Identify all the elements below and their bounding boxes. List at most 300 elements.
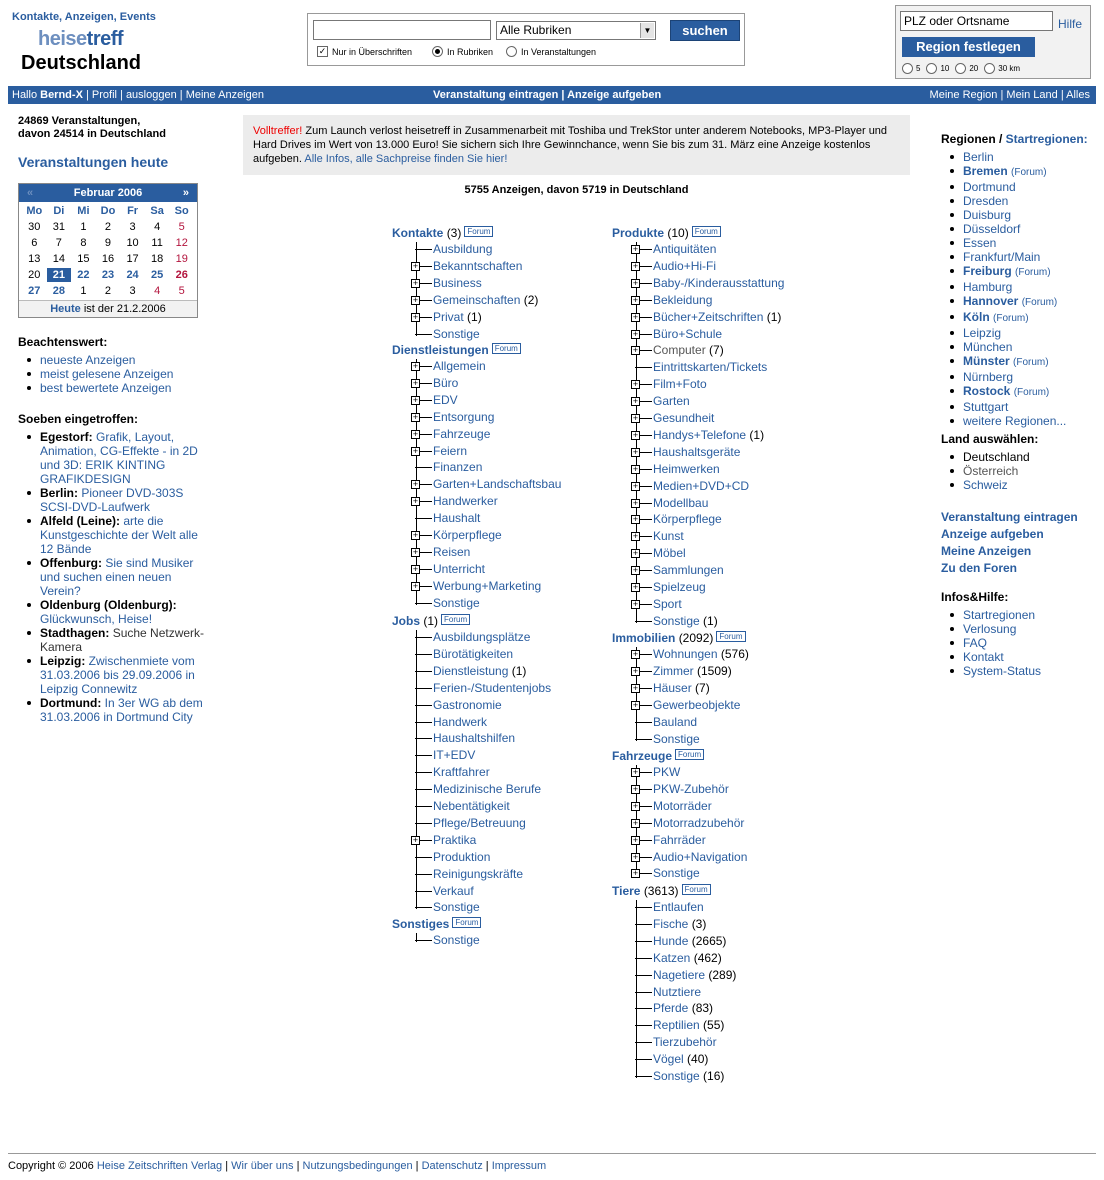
tree-branch bbox=[635, 975, 652, 976]
terms-link[interactable]: Nutzungsbedingungen bbox=[302, 1160, 413, 1172]
subcategory-link[interactable]: Motorradzubehör bbox=[653, 815, 745, 830]
expand-plus-icon[interactable]: + bbox=[412, 563, 419, 574]
expand-plus-icon[interactable]: + bbox=[632, 497, 639, 508]
region-link[interactable]: Essen bbox=[963, 236, 997, 250]
calendar-day[interactable]: 21 bbox=[47, 268, 72, 282]
subcategory-label bbox=[433, 562, 485, 576]
subcategory-link[interactable]: Reisen bbox=[433, 544, 471, 559]
new-item bbox=[18, 696, 208, 724]
radio-icon[interactable] bbox=[955, 63, 966, 74]
subcategory-link[interactable]: Sonstige bbox=[433, 933, 480, 947]
subcategory-link[interactable]: Medizinische Berufe bbox=[433, 782, 542, 797]
subcategory-link[interactable]: Bücher+Zeitschriften bbox=[653, 309, 764, 324]
expand-plus-icon[interactable]: + bbox=[632, 531, 639, 542]
subcategory-count: (1) bbox=[749, 427, 765, 442]
expand-plus-icon[interactable]: + bbox=[632, 817, 639, 828]
new-item-link[interactable]: In 3er WG ab dem 31.03.2006 in Dortmund City bbox=[40, 696, 203, 724]
category-count: (3) bbox=[446, 226, 462, 240]
calendar-day[interactable]: 22 bbox=[77, 269, 90, 281]
promo-link[interactable]: Alle Infos, alle Sachpreise finden Sie hier! bbox=[304, 153, 508, 165]
subcategory-link[interactable]: Audio+Navigation bbox=[653, 849, 748, 864]
new-item-link[interactable]: Pioneer DVD-303S SCSI-DVD-Laufwerk bbox=[40, 486, 184, 514]
subcategory-link[interactable]: Kunst bbox=[653, 529, 684, 544]
calendar-day: 16 bbox=[101, 253, 115, 265]
notable-list bbox=[18, 353, 208, 395]
subcategory-link[interactable]: Tierzubehör bbox=[653, 1035, 717, 1050]
subcategory-link[interactable]: Wohnungen bbox=[653, 647, 718, 661]
subcategory-link[interactable]: Gemeinschaften bbox=[433, 292, 521, 307]
action-link[interactable]: Anzeige aufgeben bbox=[941, 527, 1044, 541]
subcategory-link[interactable]: Fische bbox=[653, 916, 689, 931]
expand-plus-icon[interactable]: + bbox=[632, 277, 639, 288]
start-regions-link[interactable]: Startregionen: bbox=[1005, 132, 1088, 146]
subcategory-link[interactable]: Allgemein bbox=[433, 359, 486, 373]
expand-plus-icon[interactable]: + bbox=[412, 834, 419, 845]
radius-option[interactable] bbox=[926, 63, 949, 74]
region-link[interactable]: Hamburg bbox=[963, 280, 1013, 294]
expand-plus-icon[interactable]: + bbox=[412, 260, 419, 271]
subcategory-link[interactable]: Sonstige bbox=[653, 731, 700, 746]
radio-icon[interactable] bbox=[506, 46, 517, 57]
expand-plus-icon[interactable]: + bbox=[632, 834, 639, 845]
subcategory-link[interactable]: Sonstige bbox=[433, 595, 480, 610]
privacy-link[interactable]: Datenschutz bbox=[421, 1160, 483, 1172]
radius-option[interactable] bbox=[902, 63, 920, 74]
forum-badge[interactable]: Forum bbox=[682, 884, 711, 895]
forum-badge[interactable]: Forum bbox=[716, 631, 745, 642]
subcategory-link[interactable]: Garten+Landschaftsbau bbox=[433, 477, 562, 492]
category-count: (2092) bbox=[678, 631, 714, 645]
today-link[interactable]: Heute bbox=[50, 303, 81, 315]
subcategory-link[interactable]: Sonstige bbox=[433, 900, 480, 915]
expand-plus-icon[interactable]: + bbox=[632, 851, 639, 862]
help-link-item[interactable]: Kontakt bbox=[963, 650, 1004, 664]
tree-branch bbox=[415, 874, 432, 875]
subcategory-link[interactable]: Fahrräder bbox=[653, 832, 706, 847]
expand-plus-icon[interactable]: + bbox=[412, 277, 419, 288]
subcategory-link[interactable]: Sonstige bbox=[433, 326, 480, 341]
subcategory-link[interactable]: Garten bbox=[653, 394, 690, 409]
subcategory-link[interactable]: Medien+DVD+CD bbox=[653, 478, 750, 493]
events-today-link[interactable]: Veranstaltungen heute bbox=[18, 154, 169, 170]
subcategory-link[interactable]: Film+Foto bbox=[653, 377, 707, 392]
radio-icon[interactable] bbox=[902, 63, 913, 74]
help-link[interactable]: Hilfe bbox=[1058, 17, 1083, 31]
calendar-day[interactable]: 25 bbox=[151, 269, 164, 281]
new-item-link[interactable]: Zwischenmiete vom 31.03.2006 bis 29.09.2006 in Leipzig Connewitz bbox=[40, 654, 195, 696]
expand-plus-icon[interactable]: + bbox=[412, 411, 419, 422]
category-link[interactable]: Produkte bbox=[612, 226, 665, 240]
calendar-day[interactable]: 24 bbox=[126, 269, 139, 281]
subcategory-link[interactable]: Ausbildungsplätze bbox=[433, 630, 531, 644]
category-link[interactable]: Sonstiges bbox=[392, 917, 450, 931]
subcategory-link[interactable]: Eintrittskarten/Tickets bbox=[653, 360, 768, 375]
subcategory-link[interactable]: Computer bbox=[653, 343, 706, 358]
region-link[interactable]: Berlin bbox=[963, 150, 994, 164]
category-link[interactable]: Tiere bbox=[612, 884, 641, 898]
radio-icon[interactable] bbox=[926, 63, 937, 74]
add-event-link[interactable]: Veranstaltung eintragen bbox=[433, 89, 559, 101]
subcategory-link[interactable]: Reptilien bbox=[653, 1018, 700, 1033]
help-link-item[interactable]: System-Status bbox=[963, 664, 1042, 678]
new-item bbox=[18, 654, 208, 696]
subcategory-label bbox=[433, 900, 480, 914]
subcategory-label bbox=[653, 445, 740, 459]
forum-badge[interactable]: Forum bbox=[441, 614, 470, 625]
set-region-button[interactable]: Region festlegen bbox=[902, 37, 1035, 57]
option-headings-only[interactable] bbox=[317, 46, 412, 57]
help-link-item[interactable]: FAQ bbox=[963, 636, 988, 650]
subcategory-link[interactable]: Kraftfahrer bbox=[433, 765, 490, 780]
expand-plus-icon[interactable]: + bbox=[412, 294, 419, 305]
notable-link[interactable]: neueste Anzeigen bbox=[40, 353, 136, 367]
expand-plus-icon[interactable]: + bbox=[412, 479, 419, 490]
region-link[interactable]: Stuttgart bbox=[963, 400, 1009, 414]
subcategory-link[interactable]: Verkauf bbox=[433, 883, 474, 898]
expand-plus-icon[interactable]: + bbox=[632, 682, 639, 693]
notable-item bbox=[18, 353, 208, 367]
subcategory-link[interactable]: Bauland bbox=[653, 714, 698, 729]
subcategory-link[interactable]: Pflege/Betreuung bbox=[433, 815, 526, 830]
tree-branch bbox=[415, 249, 432, 250]
subcategory-link[interactable]: Katzen bbox=[653, 950, 691, 965]
notable-link[interactable]: best bewertete Anzeigen bbox=[40, 381, 172, 395]
region-link[interactable]: Frankfurt/Main bbox=[963, 250, 1041, 264]
radius-option[interactable] bbox=[984, 63, 1020, 74]
subcategory-link[interactable]: Sonstige bbox=[653, 1069, 700, 1083]
expand-plus-icon[interactable]: + bbox=[632, 665, 639, 676]
my-region-link[interactable]: Meine Region bbox=[929, 89, 998, 101]
expand-plus-icon[interactable]: + bbox=[632, 649, 639, 659]
new-item-city: Stadthagen: bbox=[40, 626, 110, 640]
region-link[interactable]: Münster bbox=[963, 354, 1010, 368]
expand-plus-icon[interactable]: + bbox=[412, 377, 419, 388]
tree-line bbox=[636, 647, 637, 741]
region-link[interactable]: Leipzig bbox=[963, 326, 1002, 340]
category-select[interactable] bbox=[496, 21, 656, 40]
help-link-item[interactable]: Startregionen bbox=[963, 608, 1036, 622]
subcategory-link[interactable]: Ausbildung bbox=[433, 242, 493, 256]
tree-branch bbox=[415, 603, 432, 604]
subcategory-link[interactable]: Ferien-/Studentenjobs bbox=[433, 680, 552, 695]
subcategory-label bbox=[653, 647, 749, 661]
region-item bbox=[941, 340, 1091, 354]
region-link[interactable]: Dortmund bbox=[963, 180, 1016, 194]
subcategory-link[interactable]: Sonstige bbox=[653, 866, 700, 881]
subcategory-link[interactable]: Körperpflege bbox=[653, 512, 722, 527]
region-forum-link[interactable]: (Forum) bbox=[993, 313, 1029, 324]
region-link[interactable]: Hannover bbox=[963, 294, 1019, 308]
subcategory-link[interactable]: Büro bbox=[433, 375, 459, 390]
expand-plus-icon[interactable]: + bbox=[632, 783, 639, 794]
help-heading: Infos&Hilfe: bbox=[941, 590, 1009, 604]
subcategory-link[interactable]: Häuser bbox=[653, 680, 692, 695]
subcategory-link[interactable]: Feiern bbox=[433, 443, 468, 458]
expand-plus-icon[interactable]: + bbox=[632, 379, 639, 390]
expand-plus-icon[interactable]: + bbox=[632, 446, 639, 457]
expand-plus-icon[interactable]: + bbox=[632, 345, 639, 356]
subcategory-link[interactable]: Sonstige bbox=[653, 613, 700, 628]
subcategory-link[interactable]: Sammlungen bbox=[653, 563, 724, 578]
expand-plus-icon[interactable]: + bbox=[632, 800, 639, 811]
all-link[interactable]: Alles bbox=[1066, 89, 1090, 101]
help-link-item[interactable]: Verlosung bbox=[963, 622, 1017, 636]
subcategory-label bbox=[433, 933, 480, 947]
region-link[interactable]: Dresden bbox=[963, 194, 1009, 208]
option-in-rubriken[interactable] bbox=[432, 46, 493, 57]
expand-plus-icon[interactable]: + bbox=[632, 413, 639, 423]
subcategory-link[interactable]: Reinigungskräfte bbox=[433, 866, 524, 881]
tree-branch bbox=[635, 367, 652, 368]
expand-plus-icon[interactable]: + bbox=[632, 548, 639, 559]
region-link[interactable]: Köln bbox=[963, 310, 990, 324]
expand-plus-icon[interactable]: + bbox=[632, 311, 639, 322]
radio-icon[interactable] bbox=[432, 46, 443, 57]
expand-plus-icon[interactable]: + bbox=[632, 767, 639, 777]
subcategory-label bbox=[433, 579, 541, 593]
region-link[interactable]: weitere Regionen... bbox=[963, 414, 1067, 428]
expand-plus-icon[interactable]: + bbox=[412, 546, 419, 557]
region-item bbox=[941, 280, 1091, 294]
subcategory-label bbox=[653, 732, 700, 746]
subcategory-link[interactable]: Haushalt bbox=[433, 511, 481, 526]
country-item bbox=[941, 450, 1091, 464]
subcategory-link[interactable]: Privat bbox=[433, 309, 464, 324]
today-date-text: ist der 21.2.2006 bbox=[80, 303, 166, 315]
new-item-link[interactable]: Suche Netzwerk-Kamera bbox=[40, 626, 205, 654]
subcategory-label bbox=[433, 884, 474, 898]
subcategory-link[interactable]: Praktika bbox=[433, 832, 477, 847]
subcategory-link[interactable]: Körperpflege bbox=[433, 528, 502, 542]
subcategory-link[interactable]: Produktion bbox=[433, 849, 491, 864]
tree-branch bbox=[415, 722, 432, 723]
my-country-link[interactable]: Mein Land bbox=[1006, 89, 1058, 101]
expand-plus-icon[interactable]: + bbox=[412, 361, 419, 371]
subcategory-link[interactable]: Haushaltshilfen bbox=[433, 731, 516, 746]
subcategory-link[interactable]: Pferde bbox=[653, 1001, 689, 1016]
new-item-link[interactable]: Grafik, Layout, Animation, CG-Effekte - in 2D und 3D: ERIK KINTING GRAFIKDESIGN bbox=[40, 430, 198, 486]
category-heading bbox=[392, 226, 493, 240]
subcategory-link[interactable]: Spielzeug bbox=[653, 580, 706, 594]
region-forum-link[interactable]: (Forum) bbox=[1021, 297, 1058, 308]
my-ads-link[interactable]: Meine Anzeigen bbox=[185, 89, 264, 101]
subcategory-link[interactable]: Büro+Schule bbox=[653, 326, 723, 341]
subcategory-link[interactable]: PKW bbox=[653, 765, 681, 779]
subcategory-label bbox=[653, 681, 710, 695]
subcategory-link[interactable]: Entlaufen bbox=[653, 900, 704, 914]
expand-plus-icon[interactable]: + bbox=[632, 244, 639, 254]
expand-plus-icon[interactable]: + bbox=[412, 530, 419, 540]
imprint-link[interactable]: Impressum bbox=[491, 1160, 547, 1172]
next-month-button[interactable]: » bbox=[182, 187, 189, 199]
subcategory-label bbox=[653, 833, 706, 847]
radius-option[interactable] bbox=[955, 63, 978, 74]
region-forum-link[interactable]: (Forum) bbox=[1015, 267, 1051, 278]
subcategory-link[interactable]: Heimwerken bbox=[653, 461, 720, 476]
region-link[interactable]: Freiburg bbox=[963, 264, 1012, 278]
action-link[interactable]: Zu den Foren bbox=[941, 561, 1017, 575]
expand-plus-icon[interactable]: + bbox=[632, 514, 639, 525]
subcategory-link[interactable]: Bekanntschaften bbox=[433, 258, 523, 273]
subcategory-link[interactable]: EDV bbox=[433, 392, 458, 407]
notable-link[interactable]: meist gelesene Anzeigen bbox=[40, 367, 174, 381]
expand-plus-icon[interactable]: + bbox=[412, 428, 419, 439]
new-item-city: Berlin: bbox=[40, 486, 79, 500]
expand-plus-icon[interactable]: + bbox=[632, 260, 639, 271]
prev-month-button[interactable]: « bbox=[27, 187, 34, 199]
forum-badge[interactable]: Forum bbox=[692, 226, 721, 237]
region-link[interactable]: Bremen bbox=[963, 164, 1008, 178]
region-input[interactable]: PLZ oder Ortsname bbox=[900, 11, 1053, 31]
subcategory-link[interactable]: Entsorgung bbox=[433, 409, 495, 424]
subcategory-link[interactable]: Handwerker bbox=[433, 494, 498, 509]
category-link[interactable]: Jobs bbox=[392, 614, 421, 628]
subcategory-link[interactable]: Motorräder bbox=[653, 798, 712, 813]
subcategory-count: (40) bbox=[687, 1052, 709, 1067]
category-link[interactable]: Fahrzeuge bbox=[612, 749, 673, 763]
tree-branch bbox=[415, 940, 432, 941]
radio-icon[interactable] bbox=[984, 63, 995, 74]
subcategory-link[interactable]: Nebentätigkeit bbox=[433, 799, 510, 813]
category-link[interactable]: Kontakte bbox=[392, 226, 444, 240]
tree-branch bbox=[635, 1025, 652, 1026]
category-link[interactable]: Immobilien bbox=[612, 631, 676, 645]
top-nav-bar: Hallo Bernd-X | Profil | ausloggen | Meine Anzeigen Veranstaltung eintragen | Anzeige aufgeben Meine Region | Mein Land | Alles bbox=[8, 86, 1096, 104]
new-item-link[interactable]: Glückwunsch, Heise! bbox=[40, 612, 153, 626]
subcategory-label bbox=[653, 293, 712, 307]
subcategory-link[interactable]: Nagetiere bbox=[653, 967, 706, 982]
expand-plus-icon[interactable]: + bbox=[412, 580, 419, 591]
logo-treff-text: treff bbox=[86, 28, 124, 50]
subcategory-link[interactable]: Gewerbeobjekte bbox=[653, 697, 741, 712]
subcategory-link[interactable]: IT+EDV bbox=[433, 748, 476, 763]
new-item-link[interactable]: Sie sind Musiker und suchen einen neuen Verein? bbox=[40, 556, 194, 598]
forum-badge[interactable]: Forum bbox=[452, 917, 481, 928]
subcategory-link[interactable]: Dienstleistung bbox=[433, 663, 509, 678]
subcategory-link[interactable]: Vögel bbox=[653, 1052, 684, 1067]
add-ad-link[interactable]: Anzeige aufgeben bbox=[567, 89, 662, 101]
subcategory-link[interactable]: Antiquitäten bbox=[653, 242, 717, 256]
subcategory-link[interactable]: Handys+Telefone bbox=[653, 427, 747, 442]
region-forum-link[interactable]: (Forum) bbox=[1013, 387, 1050, 398]
subcategory-link[interactable]: Baby-/Kinderausstattung bbox=[653, 275, 785, 290]
subcategory-link[interactable]: Nutztiere bbox=[653, 984, 702, 999]
forum-badge[interactable]: Forum bbox=[492, 343, 521, 354]
expand-plus-icon[interactable]: + bbox=[632, 699, 639, 710]
expand-plus-icon[interactable]: + bbox=[632, 565, 639, 576]
search-button[interactable]: suchen bbox=[670, 20, 740, 41]
region-forum-link[interactable]: (Forum) bbox=[1013, 357, 1049, 368]
subcategory-label bbox=[433, 782, 541, 796]
publisher-link[interactable]: Heise Zeitschriften Verlag bbox=[96, 1160, 223, 1172]
region-link[interactable]: Düsseldorf bbox=[963, 222, 1021, 236]
region-link[interactable]: Duisburg bbox=[963, 208, 1012, 222]
forum-badge[interactable]: Forum bbox=[464, 226, 493, 237]
search-input[interactable] bbox=[313, 20, 491, 40]
region-link[interactable]: Nürnberg bbox=[963, 370, 1014, 384]
subcategory-link[interactable]: Bekleidung bbox=[653, 292, 713, 307]
expand-plus-icon[interactable]: + bbox=[412, 394, 419, 405]
subcategory-link[interactable]: Bürotätigkeiten bbox=[433, 646, 514, 661]
subcategory-link[interactable]: Gesundheit bbox=[653, 411, 715, 425]
weekday-header: Do bbox=[100, 205, 116, 217]
action-item bbox=[941, 560, 1078, 577]
logout-link[interactable]: ausloggen bbox=[125, 89, 177, 101]
subcategory-link[interactable]: Zimmer bbox=[653, 663, 694, 678]
expand-plus-icon[interactable]: + bbox=[632, 294, 639, 305]
region-forum-link[interactable]: (Forum) bbox=[1011, 167, 1047, 178]
copyright-text: Copyright © 2006 bbox=[8, 1160, 97, 1172]
region-link[interactable]: Rostock bbox=[963, 384, 1011, 398]
forum-badge[interactable]: Forum bbox=[675, 749, 704, 760]
option-in-events[interactable] bbox=[506, 46, 596, 57]
subcategory-link[interactable]: Handwerk bbox=[433, 714, 488, 729]
calendar-day[interactable]: 27 bbox=[28, 285, 41, 297]
subcategory-link[interactable]: Fahrzeuge bbox=[433, 426, 491, 441]
expand-plus-icon[interactable]: + bbox=[632, 582, 639, 592]
subcategory-label bbox=[653, 310, 781, 324]
subcategory-link[interactable]: Audio+Hi-Fi bbox=[653, 258, 717, 273]
country-link[interactable]: Österreich bbox=[963, 464, 1019, 478]
checkbox-icon[interactable]: ✓ bbox=[318, 46, 327, 56]
subcategory-label bbox=[653, 951, 722, 965]
subcategory-link[interactable]: PKW-Zubehör bbox=[653, 781, 729, 796]
calendar-day: 2 bbox=[104, 285, 112, 297]
expand-plus-icon[interactable]: + bbox=[632, 328, 639, 339]
subcategory-label bbox=[433, 748, 475, 762]
about-link[interactable]: Wir über uns bbox=[231, 1160, 294, 1172]
calendar-day[interactable]: 26 bbox=[175, 269, 188, 281]
expand-plus-icon[interactable]: + bbox=[632, 480, 639, 491]
subcategory-link[interactable]: Haushaltsgeräte bbox=[653, 444, 741, 459]
calendar-day[interactable]: 28 bbox=[52, 285, 65, 297]
subcategory-link[interactable]: Sport bbox=[653, 596, 682, 611]
expand-plus-icon[interactable]: + bbox=[412, 311, 419, 322]
subcategory-link[interactable]: Unterricht bbox=[433, 561, 486, 576]
expand-plus-icon[interactable]: + bbox=[632, 868, 639, 879]
country-title: Deutschland bbox=[21, 52, 142, 74]
calendar-day[interactable]: 23 bbox=[101, 269, 115, 281]
profile-link[interactable]: Profil bbox=[91, 89, 117, 101]
subcategory-link[interactable]: Möbel bbox=[653, 546, 686, 561]
subcategory-link[interactable]: Business bbox=[433, 275, 482, 290]
subcategory-link[interactable]: Finanzen bbox=[433, 460, 483, 475]
expand-plus-icon[interactable]: + bbox=[632, 463, 639, 474]
expand-plus-icon[interactable]: + bbox=[412, 445, 419, 456]
country-link[interactable]: Schweiz bbox=[963, 478, 1008, 492]
subcategory-link[interactable]: Gastronomie bbox=[433, 697, 502, 712]
subcategory-label bbox=[653, 580, 706, 594]
new-item bbox=[18, 430, 208, 486]
subcategory-label bbox=[433, 799, 510, 813]
expand-plus-icon[interactable]: + bbox=[632, 598, 639, 609]
expand-plus-icon[interactable]: + bbox=[412, 496, 419, 507]
weekday-header: Mo bbox=[26, 205, 43, 217]
subcategory-link[interactable]: Modellbau bbox=[653, 495, 709, 510]
tree-branch bbox=[635, 924, 652, 925]
heisetreff-logo[interactable] bbox=[38, 28, 123, 51]
expand-plus-icon[interactable]: + bbox=[632, 429, 639, 440]
new-item-link[interactable]: arte die Kunstgeschichte der Welt alle 12 Bände bbox=[40, 514, 198, 556]
region-link[interactable]: München bbox=[963, 340, 1013, 354]
expand-plus-icon[interactable]: + bbox=[632, 396, 639, 407]
action-link[interactable]: Meine Anzeigen bbox=[941, 544, 1032, 558]
subcategory-link[interactable]: Hunde bbox=[653, 933, 689, 948]
category-link[interactable]: Dienstleistungen bbox=[392, 343, 489, 357]
tree-branch bbox=[635, 1008, 652, 1009]
action-link[interactable]: Veranstaltung eintragen bbox=[941, 510, 1078, 524]
subcategory-link[interactable]: Werbung+Marketing bbox=[433, 578, 542, 593]
